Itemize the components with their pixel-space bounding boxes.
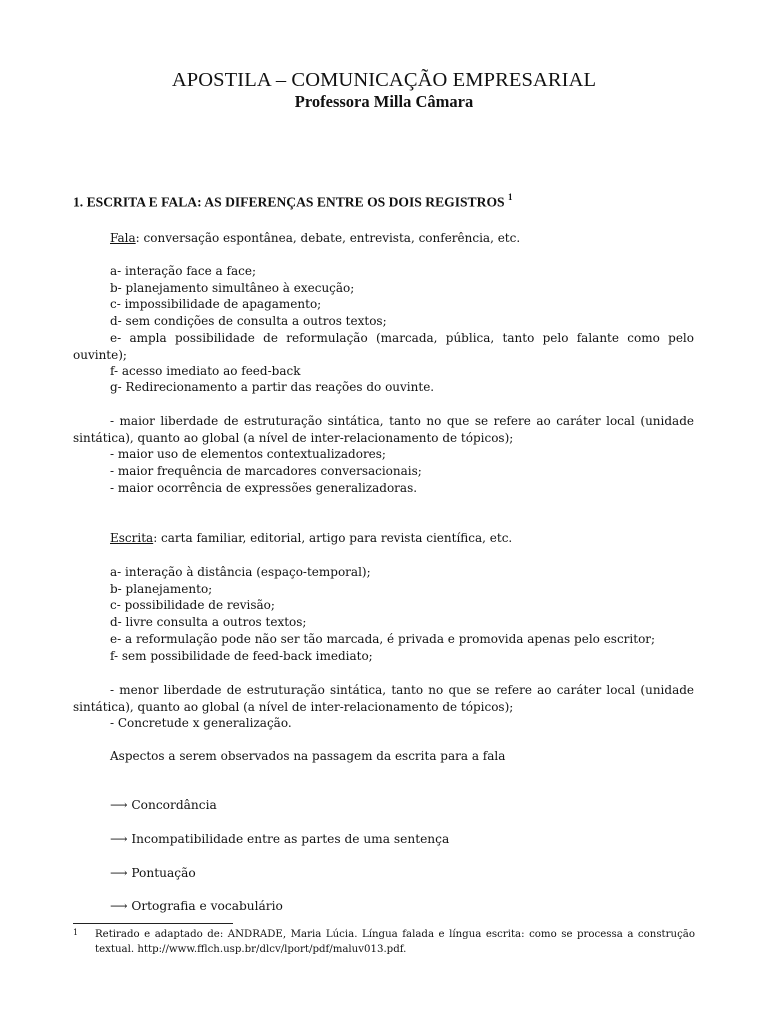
fala-item: c- impossibilidade de apagamento; (110, 297, 322, 311)
escrita-item: c- possibilidade de revisão; (110, 598, 275, 612)
fala-item: e- ampla possibilidade de reformulação (marcada, pública, tanto pelo falante como pelo ouvinte); (73, 331, 694, 362)
escrita-point: - menor liberdade de estruturação sintática, tanto no que se refere ao caráter local (unidade sintática), quanto ao global (a nível de inter-relacionamento de tópicos); (73, 683, 694, 714)
fala-item: f- acesso imediato ao feed-back (110, 364, 301, 378)
footnote-reference: 1 (508, 192, 513, 202)
fala-item: a- interação face a face; (110, 264, 256, 278)
section-heading-text: 1. ESCRITA E FALA: AS DIFERENÇAS ENTRE OS DOIS REGISTROS (73, 194, 505, 210)
fala-point: - maior frequência de marcadores conversacionais; (110, 464, 422, 478)
fala-intro (110, 230, 520, 247)
fala-intro-text: : conversação espontânea, debate, entrevista, conferência, etc. (135, 231, 521, 245)
footnote-mark: 1 (73, 928, 79, 937)
footnote-text: Retirado e adaptado de: ANDRADE, Maria Lúcia. Língua falada e língua escrita: como se processa a construção textual. http://www.fflch.usp.br/dlcv/lport/pdf/maluv013.pdf. (95, 929, 695, 955)
fala-point: - maior liberdade de estruturação sintática, tanto no que se refere ao caráter local (unidade sintática), quanto ao global (a nível de inter-relacionamento de tópicos); (73, 414, 694, 445)
fala-label: Fala (110, 231, 136, 245)
footnote-separator (73, 923, 233, 924)
aspect-item: ⟶ Ortografia e vocabulário (110, 899, 283, 913)
escrita-point: - Concretude x generalização. (110, 716, 292, 730)
fala-item: d- sem condições de consulta a outros textos; (110, 314, 387, 328)
fala-point: - maior uso de elementos contextualizadores; (110, 447, 386, 461)
escrita-label: Escrita (110, 531, 154, 545)
aspect-item: ⟶ Incompatibilidade entre as partes de uma sentença (110, 832, 450, 846)
section-heading (73, 193, 513, 211)
escrita-item: b- planejamento; (110, 582, 213, 596)
fala-item: b- planejamento simultâneo à execução; (110, 281, 355, 295)
escrita-intro (110, 530, 512, 547)
document-title: APOSTILA – COMUNICAÇÃO EMPRESARIAL (171, 69, 597, 91)
aspect-item: ⟶ Concordância (110, 798, 217, 812)
aspects-intro: Aspectos a serem observados na passagem da escrita para a fala (110, 749, 506, 763)
fala-point: - maior ocorrência de expressões generalizadoras. (110, 481, 418, 495)
footnote (73, 927, 695, 957)
fala-item: g- Redirecionamento a partir das reações do ouvinte. (110, 380, 435, 394)
escrita-item: d- livre consulta a outros textos; (110, 615, 307, 629)
escrita-item: e- a reformulação pode não ser tão marcada, é privada e promovida apenas pelo escritor; (110, 632, 656, 646)
aspect-item: ⟶ Pontuação (110, 866, 196, 880)
escrita-intro-text: : carta familiar, editorial, artigo para revista científica, etc. (153, 531, 513, 545)
document-subtitle: Professora Milla Câmara (294, 92, 474, 111)
escrita-item: f- sem possibilidade de feed-back imediato; (110, 649, 373, 663)
escrita-item: a- interação à distância (espaço-temporal); (110, 565, 371, 579)
